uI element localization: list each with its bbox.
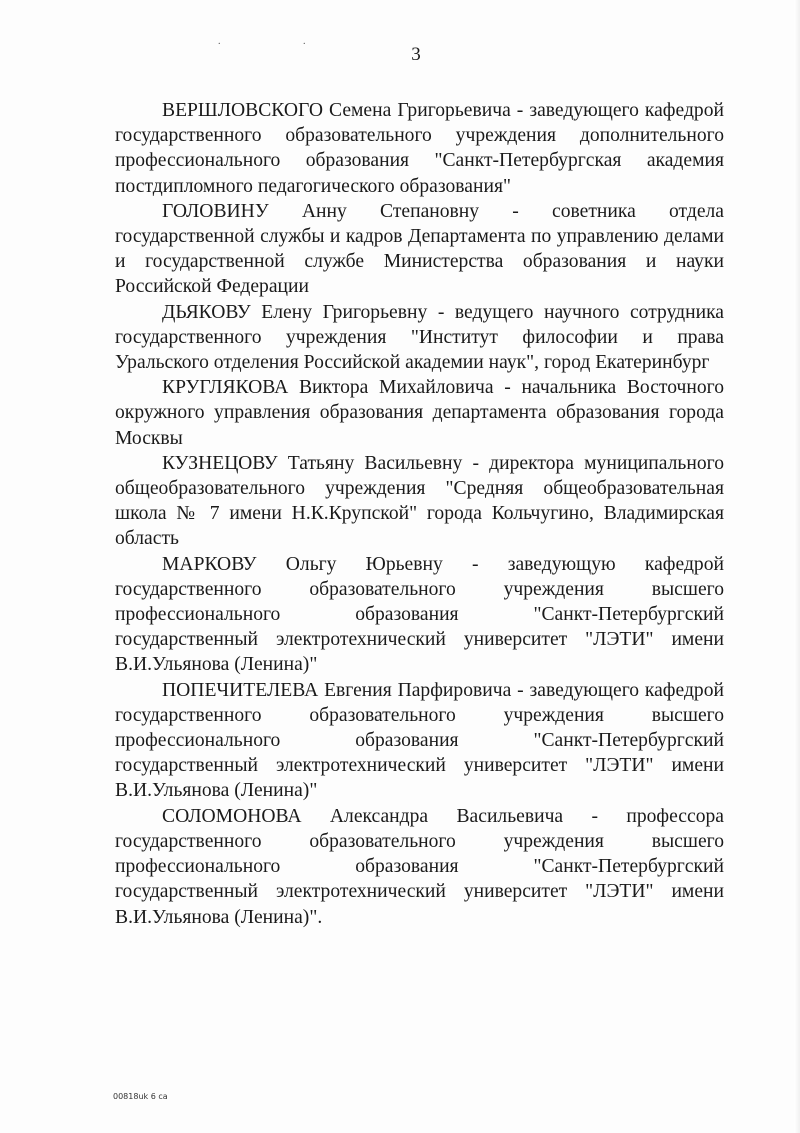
nominee-entry: КРУГЛЯКОВА Виктора Михайловича - начальника Восточного окружного управления образования департамента образования города Москвы <box>115 377 724 449</box>
document-code: 00818uk 6 ca <box>113 1092 168 1101</box>
scan-edge-shadow <box>794 0 800 1133</box>
nominee-entry: СОЛОМОНОВА Александра Васильевича - профессора государственного образовательного учреждения высшего профессионального образования "Санкт-Петербургский государственный электротехнический университет "ЛЭТИ" имени В.И.Ульянова (Ленина)". <box>115 805 724 928</box>
nominee-entry: ГОЛОВИНУ Анну Степановну - советника отдела государственной службы и кадров Департамента по управлению делами и государственной службе Министерства образования и науки Российской Федерации <box>115 200 724 298</box>
nominee-entry: ПОПЕЧИТЕЛЕВА Евгения Парфировича - заведующего кафедрой государственного образовательного учреждения высшего профессионального образования "Санкт-Петербургский государственный электротехнический университет "ЛЭТИ" имени В.И.Ульянова (Ленина)" <box>115 679 724 802</box>
nominee-entry: МАРКОВУ Ольгу Юрьевну - заведующую кафедрой государственного образовательного учреждения высшего профессионального образования "Санкт-Петербургский государственный электротехнический университет "ЛЭТИ" имени В.И.Ульянова (Ленина)" <box>115 553 724 676</box>
nominee-entry: ДЬЯКОВУ Елену Григорьевну - ведущего научного сотрудника государственного учреждения "Институт философии и права Уральского отделения Российской академии наук", город Екатеринбург <box>115 301 724 374</box>
nominee-entry: КУЗНЕЦОВУ Татьяну Васильевну - директора муниципального общеобразовательного учреждения "Средняя общеобразовательная школа № 7 имени Н.К.Крупской" города Кольчугино, Владимирская область <box>115 452 724 550</box>
nominee-entry: ВЕРШЛОВСКОГО Семена Григорьевича - заведующего кафедрой государственного образовательного учреждения дополнительного профессионального образования "Санкт-Петербургская академия постдипломного педагогического образования" <box>115 100 724 197</box>
scan-marks: . . <box>218 36 346 47</box>
page-number: 3 <box>411 44 421 65</box>
nominee-list <box>115 98 724 930</box>
